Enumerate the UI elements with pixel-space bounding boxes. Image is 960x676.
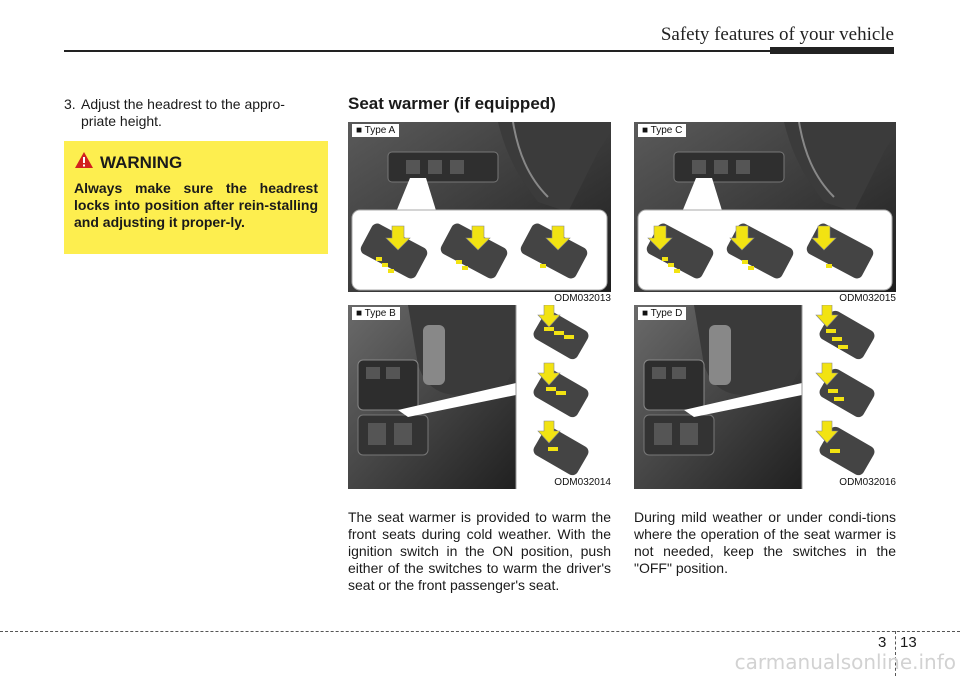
seat-button-stack-d	[816, 305, 877, 477]
type-a-label: ■ Type A	[352, 124, 399, 137]
step-line-1: Adjust the headrest to the appro-	[81, 96, 285, 112]
seat-button-stack-b	[531, 305, 590, 477]
figure-type-c	[634, 122, 896, 292]
watermark: carmanualsonline.info	[734, 650, 956, 674]
type-d-code: ODM032016	[839, 477, 896, 488]
type-b-code: ODM032014	[554, 477, 611, 488]
type-b-label: ■ Type B	[352, 307, 400, 320]
header-tab	[770, 47, 894, 54]
step-number: 3.	[64, 96, 76, 112]
section-title: Seat warmer (if equipped)	[348, 94, 556, 113]
body-text-right: During mild weather or under condi-tions where the operation of the seat warmer is not needed, keep the switches in the "OFF" position.	[634, 509, 896, 576]
body-text-left: The seat warmer is provided to warm the front seats during cold weather. With the ignition switch in the ON position, push either of the switches to warm the driver's seat or the front passenger's seat.	[348, 509, 611, 593]
footer-rule	[0, 631, 960, 632]
warning-box	[64, 141, 328, 254]
page-number: 13	[900, 634, 917, 651]
figure-type-d	[634, 305, 896, 489]
warning-title: WARNING	[100, 152, 183, 172]
type-c-code: ODM032015	[839, 293, 896, 304]
type-d-label: ■ Type D	[638, 307, 686, 320]
photo-console-type-c	[634, 122, 896, 292]
figure-type-a	[348, 122, 611, 292]
warning-header	[74, 151, 318, 174]
photo-console-type-b	[348, 305, 611, 489]
figure-type-b	[348, 305, 611, 489]
step-3	[64, 96, 328, 130]
photo-console-type-d	[634, 305, 896, 489]
warning-text: Always make sure the headrest locks into position after rein-stalling and adjusting it proper-ly.	[74, 180, 318, 230]
header-title: Safety features of your vehicle	[660, 24, 894, 45]
type-a-code: ODM032013	[554, 293, 611, 304]
chapter-number: 3	[878, 634, 887, 651]
step-line-2: priate height.	[81, 113, 162, 129]
warning-triangle-icon	[74, 151, 94, 174]
photo-console-type-a	[348, 122, 611, 292]
type-c-label: ■ Type C	[638, 124, 686, 137]
